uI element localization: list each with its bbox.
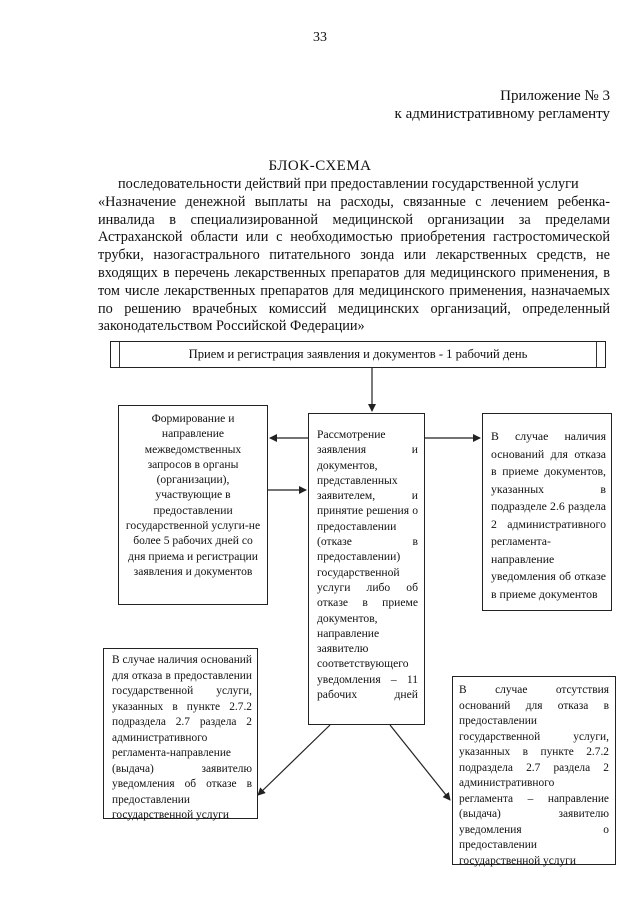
scheme-description-first-line: последовательности действий при предоставлении государственной услуги — [118, 176, 579, 192]
flow-box-interagency-requests: Формирование и направление межведомственных запросов в органы (организации), участвующие в предоставлении государственной услуги-не более 5 рабочих дней со дня приема и регистрации заявления и документов — [118, 405, 268, 605]
page-number: 33 — [313, 30, 327, 45]
arrow-center-to-bottom-left — [258, 725, 330, 795]
flow-box-refusal-service: В случае наличия оснований для отказа в предоставлении государственной услуги, указанных в пункте 2.7.2 подраздела 2.7 раздела 2 административного регламента-направление (выдача) заявителю уведомления об отказе в предоставлении государственной услуги — [103, 648, 258, 819]
scheme-description-service-name: «Назначение денежной выплаты на расходы, связанные с лечением ребенка-инвалида в специализированной медицинской организации за пределами Астраханской области или с необходимостью приобретения гастростомической трубки, назогастрального питательного зонда или лекарственных средств, не входящих в перечень лекарственных препаратов для медицинского применения, в том числе лекарственных препаратов для медицинского применения, назначаемых по решению врачебных комиссий медицинских организаций, определенный законодательством Российской Федерации» — [98, 193, 610, 335]
flow-box-review-decision: Рассмотрение заявления и документов, представленных заявителем, и принятие решения о предоставлении (отказе в предоставлении) государственной услуги либо об отказе в приеме документов, направление заявителю соответствующего уведомления – 11 рабочих дней — [308, 413, 425, 725]
appendix-title: Приложение № 3 — [500, 88, 610, 104]
flow-box-refusal-acceptance: В случае наличия оснований для отказа в приеме документов, указанных в подразделе 2.6 раздела 2 административного регламента-направление уведомления об отказе в приеме документов — [482, 413, 612, 611]
appendix-subtitle: к административному регламенту — [394, 106, 610, 122]
arrow-center-to-bottom-right — [390, 725, 450, 800]
scheme-title: БЛОК-СХЕМА — [268, 158, 372, 174]
flow-box-reception-text: Прием и регистрация заявления и документов - 1 рабочий день — [188, 347, 528, 361]
flow-box-provision-service: В случае отсутствия оснований для отказа в предоставлении государственной услуги, указанных в пункте 2.7.2 подраздела 2.7 раздела 2 административного регламента – направление (выдача) заявителю уведомления о предоставлении государственной услуги — [452, 676, 616, 865]
